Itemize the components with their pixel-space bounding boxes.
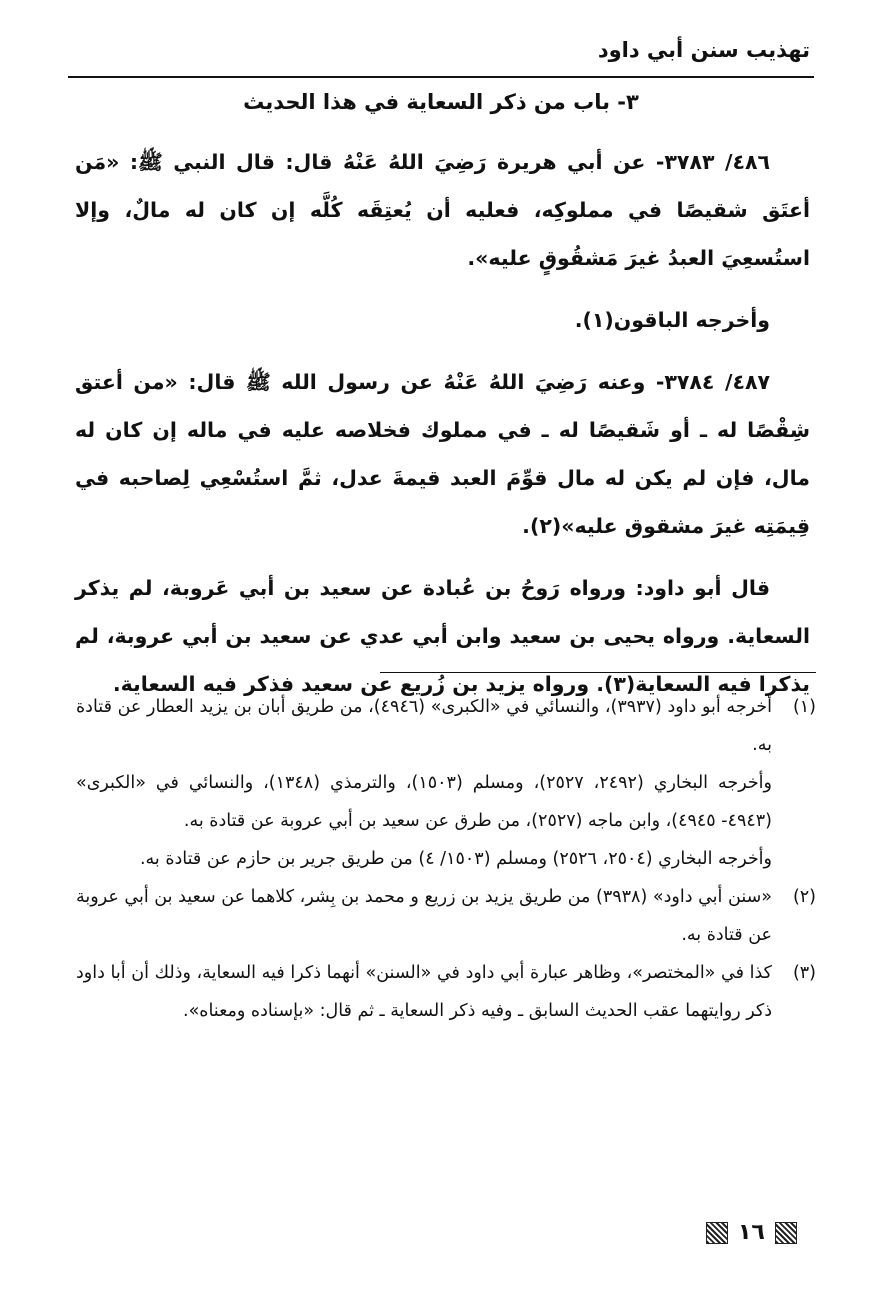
header-rule	[68, 76, 814, 78]
footnote-1	[76, 688, 816, 878]
page-number: ١٦	[738, 1220, 765, 1245]
footnote-text: «سنن أبي داود» (٣٩٣٨) من طريق يزيد بن زريع و محمد بن بِشر، كلاهما عن سعيد بن أبي عروبة عن قتادة به.	[76, 887, 772, 945]
footnote-number: (١)	[792, 697, 816, 717]
footnote-number: (٢)	[792, 887, 816, 907]
ornament-icon	[775, 1222, 797, 1244]
page-number-block	[706, 1220, 797, 1245]
footnote-separator	[380, 672, 816, 673]
footnote-3	[76, 954, 816, 1030]
takhrij-note: وأخرجه الباقون(١).	[574, 308, 770, 332]
footnote-text: أخرجه أبو داود (٣٩٣٧)، والنسائي في «الكبرى» (٤٩٤٦)، من طريق أبان بن يزيد العطار عن قتادة به.	[76, 697, 772, 755]
footnote-2	[76, 878, 816, 954]
footnotes	[76, 688, 816, 1030]
hadith-486: ٤٨٦/ ٣٧٨٣- عن أبي هريرة رَضِيَ اللهُ عَنْهُ قال: قال النبي ﷺ: «مَن أعتَق شقيصًا في مملوكِه، فعليه أن يُعتِقَه كُلَّه إن كان له مالٌ، وإلا استُسعِيَ العبدُ غيرَ مَشقُوقٍ عليه».	[75, 150, 810, 270]
chapter-title: ٣- باب من ذكر السعاية في هذا الحديث	[243, 90, 639, 114]
ornament-icon	[706, 1222, 728, 1244]
footnote-text: وأخرجه البخاري (٢٤٩٢، ٢٥٢٧)، ومسلم (١٥٠٣)، والترمذي (١٣٤٨)، والنسائي في «الكبرى» (٤٩٤٣- ٤٩٤٥)، وابن ماجه (٢٥٢٧)، من طرق عن سعيد بن أبي عروبة عن قتادة به.	[76, 773, 772, 831]
hadith-487: ٤٨٧/ ٣٧٨٤- وعنه رَضِيَ اللهُ عَنْهُ عن رسول الله ﷺ قال: «من أعتق شِقْصًا له ـ أو شَقيصًا له ـ في مملوك فخلاصه عليه في ماله إن كان له مال، فإن لم يكن له مال قوِّمَ العبد قيمةَ عدل، ثمَّ استُسْعِي لِصاحبه في قِيمَتِه غيرَ مشقوق عليه»(٢).	[75, 370, 810, 538]
footnote-text: كذا في «المختصر»، وظاهر عبارة أبي داود في «السنن» أنهما ذكرا فيه السعاية، وذلك أن أبا داود ذكر روايتهما عقب الحديث السابق ـ وفيه ذكر السعاية ـ ثم قال: «بإسناده ومعناه».	[76, 963, 772, 1021]
abu-dawud-comment: قال أبو داود: ورواه رَوحُ بن عُبادة عن سعيد بن أبي عَروبة، لم يذكر السعاية. ورواه يحيى بن سعيد وابن أبي عدي عن سعيد بن أبي عروبة، لم يذكرا فيه السعاية(٣). ورواه يزيد بن زُريع عن سعيد فذكر فيه السعاية.	[75, 576, 810, 696]
main-text	[75, 138, 810, 722]
footnote-text: وأخرجه البخاري (٢٥٠٤، ٢٥٢٦) ومسلم (١٥٠٣/ ٤) من طريق جرير بن حازم عن قتادة به.	[139, 849, 772, 869]
running-title: تهذيب سنن أبي داود	[597, 38, 810, 62]
footnote-number: (٣)	[792, 963, 816, 983]
